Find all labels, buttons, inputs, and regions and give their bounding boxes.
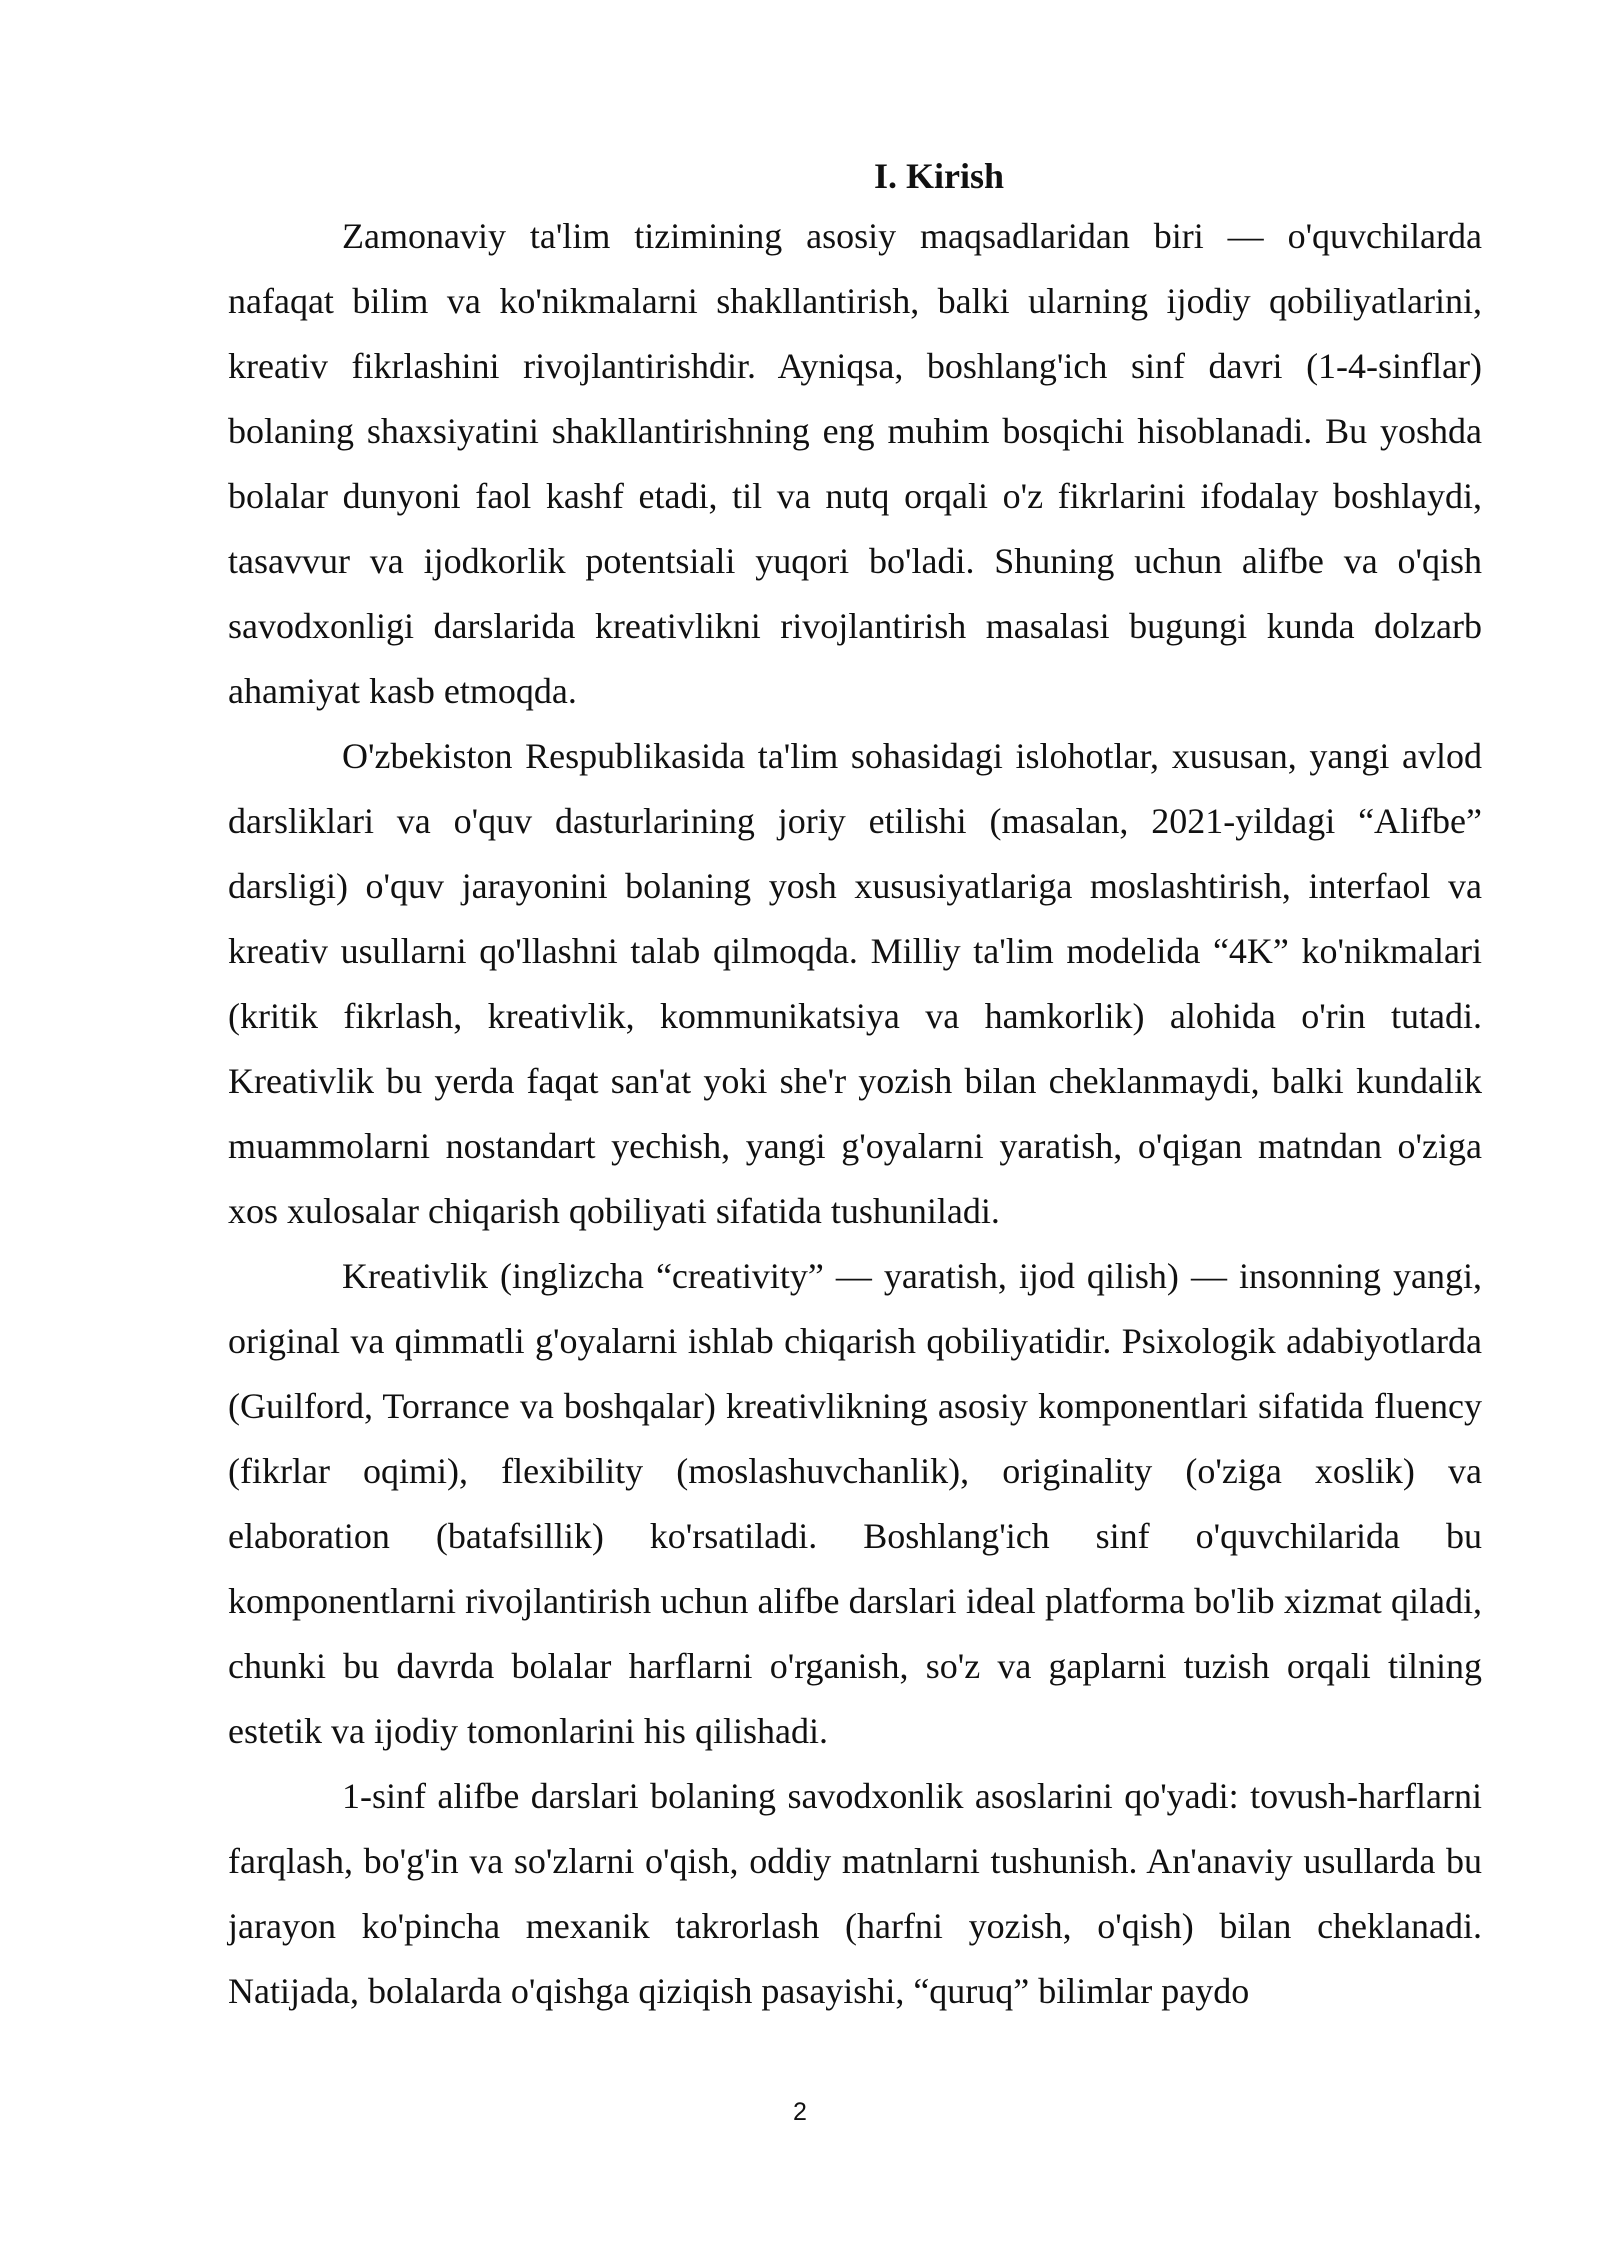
paragraph-creativity-definition: Kreativlik (inglizcha “creativity” — yaratish, ijod qilish) — insonning yangi, original va qimmatli g'oyalarni ishlab chiqarish qobiliyatidir. Psixologik adabiyotlarda (Guilford, Torrance va boshqalar) kreativlikning asosiy komponentlari sifatida fluency (fikrlar oqimi), flexibility (moslashuvchanlik), originality (o'ziga xoslik) va elaboration (batafsillik) ko'rsatiladi. Boshlang'ich sinf o'quvchilarida bu komponentlarni rivojlantirish uchun alifbe darslari ideal platforma bo'lib xizmat qiladi, chunki bu davrda bolalar harflarni o'rganish, so'z va gaplarni tuzish orqali tilning estetik va ijodiy tomonlarini his qilishadi. [228, 1256, 1482, 1751]
section-heading: I. Kirish [873, 156, 1005, 196]
page-number: 2 [793, 2098, 807, 2126]
paragraph-intro: Zamonaviy ta'lim tizimining asosiy maqsadlaridan biri — o'quvchilarda nafaqat bilim va ko'nikmalarni shakllantirish, balki ularning ijodiy qobiliyatlarini, kreativ fikrlashini rivojlantirishdir. Ayniqsa, boshlang'ich sinf davri (1-4-sinflar) bolaning shaxsiyatini shakllantirishning eng muhim bosqichi hisoblanadi. Bu yoshda bolalar dunyoni faol kashf etadi, til va nutq orqali o'z fikrlarini ifodalay boshlaydi, tasavvur va ijodkorlik potentsiali yuqori bo'ladi. Shuning uchun alifbe va o'qish savodxonligi darslarida kreativlikni rivojlantirish masalasi bugungi kunda dolzarb ahamiyat kasb etmoqda. [228, 216, 1482, 711]
page-content [228, 148, 1482, 2024]
paragraph-reforms: O'zbekiston Respublikasida ta'lim sohasidagi islohotlar, xususan, yangi avlod darsliklari va o'quv dasturlarining joriy etilishi (masalan, 2021-yildagi “Alifbe” darsligi) o'quv jarayonini bolaning yosh xususiyatlariga moslashtirish, interfaol va kreativ usullarni qo'llashni talab qilmoqda. Milliy ta'lim modelida “4K” ko'nikmalari (kritik fikrlash, kreativlik, kommunikatsiya va hamkorlik) alohida o'rin tutadi. Kreativlik bu yerda faqat san'at yoki she'r yozish bilan cheklanmaydi, balki kundalik muammolarni nostandart yechish, yangi g'oyalarni yaratish, o'qigan matndan o'ziga xos xulosalar chiqarish qobiliyati sifatida tushuniladi. [228, 736, 1482, 1231]
paragraph-alphabet-lessons: 1-sinf alifbe darslari bolaning savodxonlik asoslarini qo'yadi: tovush-harflarni farqlash, bo'g'in va so'zlarni o'qish, oddiy matnlarni tushunish. An'anaviy usullarda bu jarayon ko'pincha mexanik takrorlash (harfni yozish, o'qish) bilan cheklanadi. Natijada, bolalarda o'qishga qiziqish pasayishi, “quruq” bilimlar paydo [228, 1776, 1482, 2011]
